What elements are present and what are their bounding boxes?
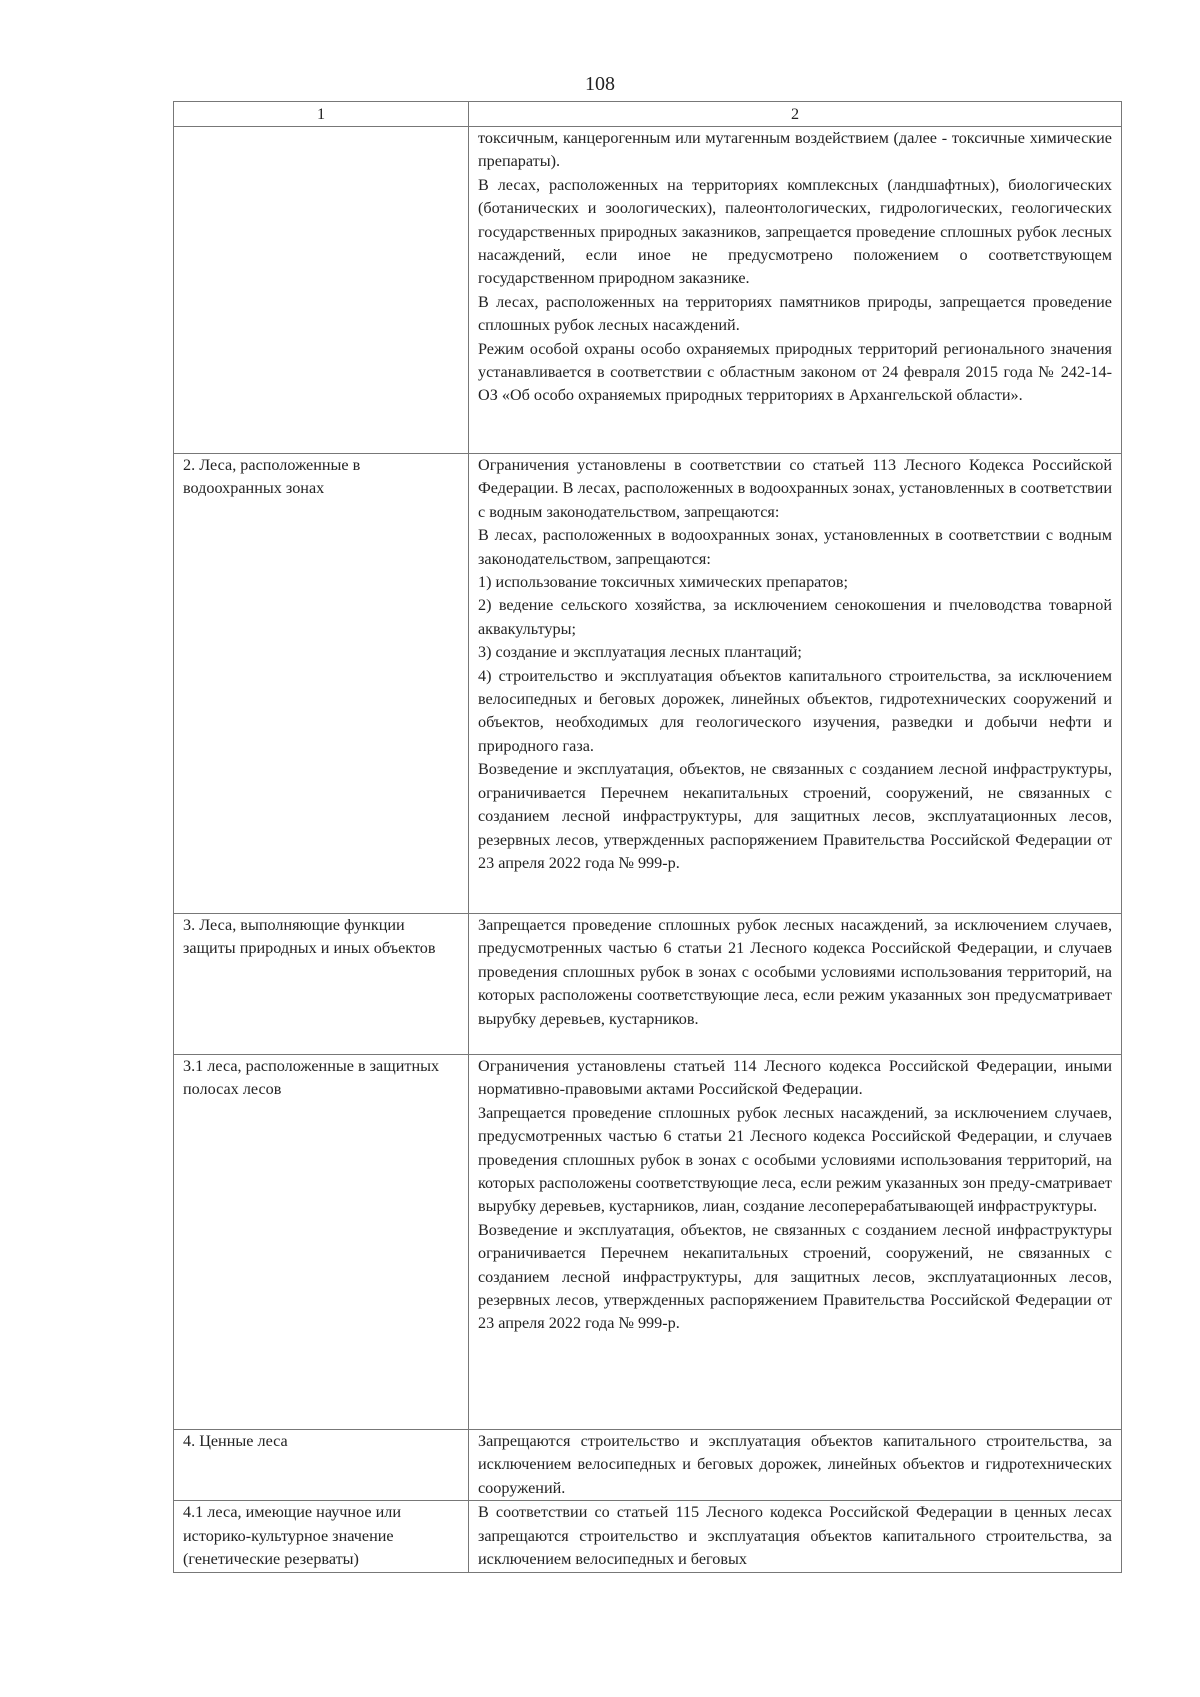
row-label-text: 4.1 леса, имеющие научное или историко-культурное значение (генетические резерваты) <box>183 1503 402 1569</box>
paragraph: 3) создание и эксплуатация лесных плантаций; <box>478 643 802 662</box>
paragraph: 4) строительство и эксплуатация объектов капитального строительства, за исключением велосипедных и беговых дорожек, линейных объектов, гидротехнических сооружений и объектов, необходимых для геологического изучения, разведки и добычи нефти и природного газа. <box>478 666 1112 755</box>
paragraph: 2) ведение сельского хозяйства, за исключением сенокошения и пчеловодства товарной аквакультуры; <box>478 596 1112 638</box>
table-row <box>174 127 1122 454</box>
table-row <box>174 454 1122 914</box>
row-label-text: 2. Леса, расположенные в водоохранных зонах <box>183 456 361 498</box>
table-row <box>174 1430 1122 1501</box>
restrictions-table <box>173 101 1122 1573</box>
row-content <box>469 1501 1122 1573</box>
row-label <box>174 1501 469 1573</box>
table-row <box>174 1055 1122 1430</box>
row-label-text: 3.1 леса, расположенные в защитных полосах лесов <box>183 1057 440 1099</box>
paragraph: Запрещаются строительство и эксплуатация объектов капитального строительства, за исключением велосипедных и беговых дорожек, линейных объектов и гидротехнических сооружений. <box>478 1432 1112 1497</box>
row-content <box>469 454 1122 914</box>
row-content <box>469 1430 1122 1501</box>
paragraph: Режим особой охраны особо охраняемых природных территорий регионального значения устанавливается в соответствии с областным законом от 24 февраля 2015 года № 242-14-ОЗ «Об особо охраняемых природных территориях в Архангельской области». <box>478 339 1112 405</box>
paragraph: Запрещается проведение сплошных рубок лесных насаждений, за исключением случаев, предусмотренных частью 6 статьи 21 Лесного кодекса Российской Федерации, и случаев проведения сплошных рубок в зонах с особыми условиями использования территорий, на которых расположены соответствующие леса, если режим указанных зон преду-сматривает вырубку деревьев, кустарников, лиан, создание лесоперерабатывающей инфраструктуры. <box>478 1103 1112 1216</box>
paragraph: 1) использование токсичных химических препаратов; <box>478 573 849 592</box>
paragraph: Возведение и эксплуатация, объектов, не связанных с созданием лесной инфраструктуры ограничивается Перечнем некапитальных строений, сооружений, не связанных с созданием лесной инфраструктуры, для защитных лесов, эксплуатационных лесов, резервных лесов, утвержденных распоряжением Правительства Российской Федерации от 23 апреля 2022 года № 999-р. <box>478 1220 1112 1333</box>
row-label-text: 4. Ценные леса <box>183 1432 288 1450</box>
paragraph: Возведение и эксплуатация, объектов, не связанных с созданием лесной инфраструктуры, ограничивается Перечнем некапитальных строений, сооружений, не связанных с созданием лесной инфраструктуры, для защитных лесов, эксплуатационных лесов, резервных лесов, утвержденных распоряжением Правительства Российской Федерации от 23 апреля 2022 года № 999-р. <box>478 760 1112 872</box>
row-content <box>469 127 1122 454</box>
row-content <box>469 1055 1122 1430</box>
paragraph: Ограничения установлены в соответствии со статьей 113 Лесного Кодекса Российской Федерации. В лесах, расположенных в водоохранных зонах, установленных в соответствии с водным законодательством, запрещаются: <box>478 456 1112 521</box>
row-label-text: 3. Леса, выполняющие функции защиты природных и иных объектов <box>183 916 436 958</box>
column-header-1: 1 <box>174 102 469 127</box>
row-label <box>174 454 469 914</box>
table-row <box>174 1501 1122 1573</box>
column-header-2: 2 <box>469 102 1122 127</box>
row-label <box>174 1430 469 1501</box>
row-content <box>469 914 1122 1055</box>
table-row <box>174 914 1122 1055</box>
paragraph: Запрещается проведение сплошных рубок лесных насаждений, за исключением случаев, предусмотренных частью 6 статьи 21 Лесного кодекса Российской Федерации, и случаев проведения сплошных рубок в зонах с особыми условиями использования территорий, на которых расположены соответствующие леса, если режим указанных зон предусматривает вырубку деревьев, кустарников. <box>478 916 1112 1028</box>
row-label <box>174 914 469 1055</box>
paragraph: В лесах, расположенных в водоохранных зонах, установленных в соответствии с водным законодательством, запрещаются: <box>478 526 1112 568</box>
paragraph: Ограничения установлены статьей 114 Лесного кодекса Российской Федерации, иными нормативно-правовыми актами Российской Федерации. <box>478 1057 1112 1099</box>
paragraph: токсичным, канцерогенным или мутагенным воздействием (далее - токсичные химические препараты). <box>478 129 1112 171</box>
paragraph: В лесах, расположенных на территориях памятников природы, запрещается проведение сплошных рубок лесных насаждений. <box>478 292 1112 335</box>
table-header-row <box>174 102 1122 127</box>
page-number: 108 <box>585 73 615 95</box>
row-label <box>174 127 469 454</box>
paragraph: В лесах, расположенных на территориях комплексных (ландшафтных), биологических (ботанических и зоологических), палеонтологических, гидрологических, геологических государственных природных заказников, запрещается проведение сплошных рубок лесных насаждений, если иное не предусмотрено положением о соответствующем государственном природном заказнике. <box>478 175 1112 288</box>
paragraph: В соответствии со статьей 115 Лесного кодекса Российской Федерации в ценных лесах запрещаются строительство и эксплуатация объектов капитального строительства, за исключением велосипедных и беговых <box>478 1503 1112 1569</box>
row-label <box>174 1055 469 1430</box>
